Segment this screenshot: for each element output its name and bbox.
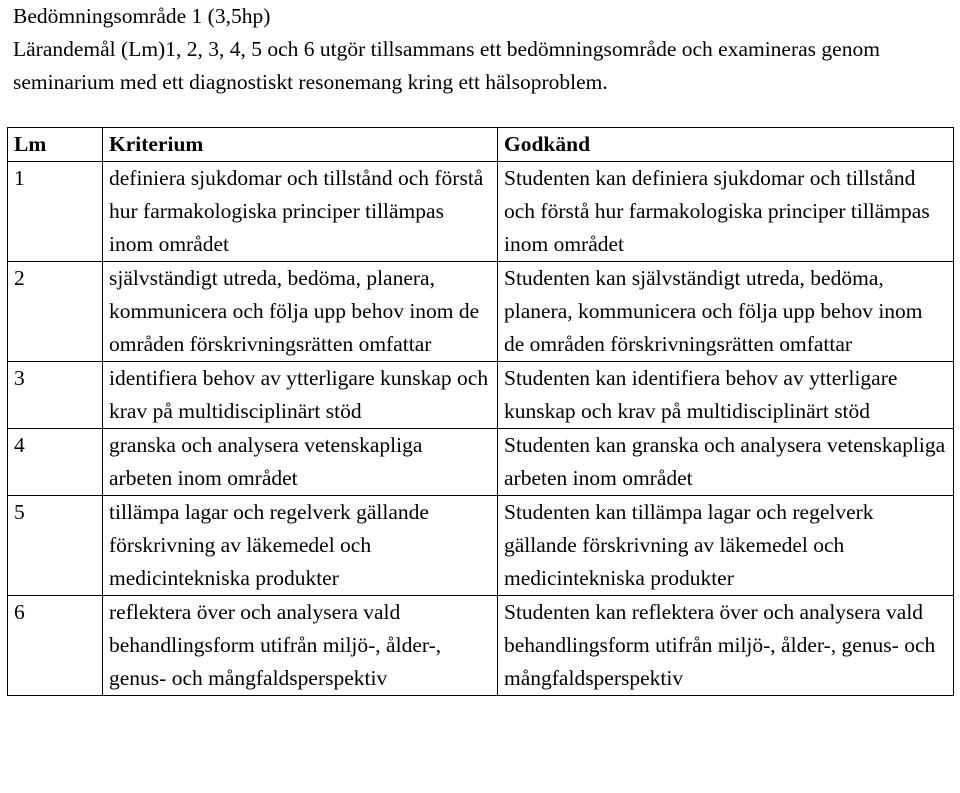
kriterium-text: granska och analysera vetenskapliga arbeten inom området — [103, 429, 498, 496]
lm-number: 6 — [8, 596, 103, 696]
godkand-text: Studenten kan reflektera över och analysera vald behandlingsform utifrån miljö-, ålder-, genus- och mångfaldsperspektiv — [498, 596, 954, 696]
godkand-text: Studenten kan definiera sjukdomar och tillstånd och förstå hur farmakologiska principer tillämpas inom området — [498, 162, 954, 262]
header-lm: Lm — [8, 128, 103, 162]
kriterium-text: identifiera behov av ytterligare kunskap och krav på multidisciplinärt stöd — [103, 362, 498, 429]
criteria-table — [7, 127, 954, 696]
kriterium-text: tillämpa lagar och regelverk gällande förskrivning av läkemedel och medicintekniska produkter — [103, 496, 498, 596]
table-row — [8, 162, 954, 262]
kriterium-text: definiera sjukdomar och tillstånd och förstå hur farmakologiska principer tillämpas inom området — [103, 162, 498, 262]
table-header-row — [8, 128, 954, 162]
table-row — [8, 362, 954, 429]
godkand-text: Studenten kan granska och analysera vetenskapliga arbeten inom området — [498, 429, 954, 496]
lm-number: 1 — [8, 162, 103, 262]
table-row — [8, 429, 954, 496]
lm-number: 4 — [8, 429, 103, 496]
kriterium-text: reflektera över och analysera vald behandlingsform utifrån miljö-, ålder-, genus- och mångfaldsperspektiv — [103, 596, 498, 696]
table-row — [8, 262, 954, 362]
table-row — [8, 596, 954, 696]
header-kriterium: Kriterium — [103, 128, 498, 162]
kriterium-text: självständigt utreda, bedöma, planera, kommunicera och följa upp behov inom de områden förskrivningsrätten omfattar — [103, 262, 498, 362]
godkand-text: Studenten kan tillämpa lagar och regelverk gällande förskrivning av läkemedel och medicintekniska produkter — [498, 496, 954, 596]
godkand-text: Studenten kan identifiera behov av ytterligare kunskap och krav på multidisciplinärt stöd — [498, 362, 954, 429]
section-heading: Bedömningsområde 1 (3,5hp) — [13, 4, 271, 28]
header-godkand: Godkänd — [498, 128, 954, 162]
table-row — [8, 496, 954, 596]
section-description: Lärandemål (Lm)1, 2, 3, 4, 5 och 6 utgör tillsammans ett bedömningsområde och examineras genom seminarium med ett diagnostiskt resonemang kring ett hälsoproblem. — [13, 37, 880, 94]
lm-number: 3 — [8, 362, 103, 429]
intro-section — [13, 0, 948, 99]
godkand-text: Studenten kan självständigt utreda, bedöma, planera, kommunicera och följa upp behov inom de områden förskrivningsrätten omfattar — [498, 262, 954, 362]
lm-number: 2 — [8, 262, 103, 362]
lm-number: 5 — [8, 496, 103, 596]
